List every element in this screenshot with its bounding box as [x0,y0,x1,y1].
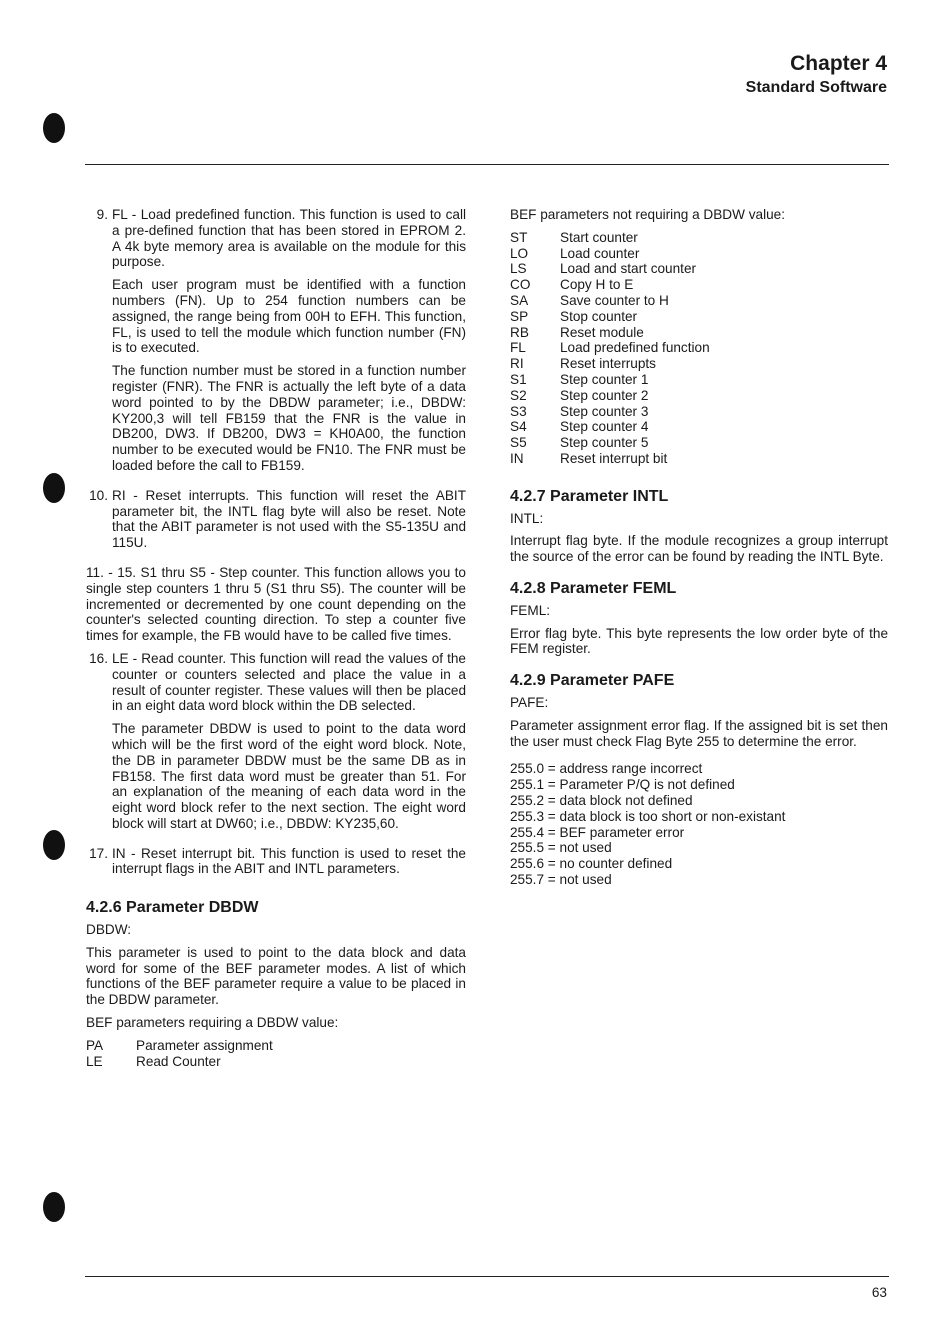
paragraph: Interrupt flag byte. If the module recognizes a group interrupt the source of the error can be found by reading the INTL Byte. [510,533,888,565]
code-cell: RI [510,356,524,372]
code-cell: S3 [510,403,527,419]
list-item: 255.6 = no counter defined [510,856,673,872]
code-cell: S2 [510,387,527,403]
header-rule [85,164,889,165]
code-cell: ST [510,229,528,245]
item-number: 11. - 15. [86,564,137,580]
description-cell: Save counter to H [560,292,669,308]
code-cell: S1 [510,371,527,387]
description-cell: Step counter 5 [560,435,649,451]
left-column [86,207,466,1075]
code-cell: SP [510,308,529,324]
description-cell: Step counter 2 [560,387,649,403]
parameter-label: INTL: [510,510,544,526]
item-body [108,488,466,558]
list-item: 255.1 = Parameter P/Q is not defined [510,777,735,793]
table-row [510,372,710,388]
table-row [510,246,710,262]
table-row [510,293,710,309]
parameter-label: FEML: [510,602,551,618]
list-item: 255.2 = data block not defined [510,792,693,808]
page-number: 63 [871,1285,887,1300]
item-text: S1 thru S5 - Step counter. This function allows you to single step counters 1 thru 5 (S1 thru S5). The counter will be incremented or decremented by one count depending on the counter's selected counting direction. To step a counter five times for example, the FB would have to be called five times. [86,564,466,644]
paragraph: RI - Reset interrupts. This function will reset the ABIT parameter bit, the INTL flag byte will also be reset. Note that the ABIT parameter is not used with the S5-135U and 115U. [112,487,466,551]
description-cell: Reset module [560,324,644,340]
table-row [510,340,710,356]
table-row [510,388,710,404]
chapter-title: Chapter 4 [790,52,887,75]
paragraph: The parameter DBDW is used to point to the data word which will be the first word of the eight word block. Note, the DB in parameter DBDW must be the same DB as in FB158. The first data word must be greater than 51. For an explanation of the meaning of each data word in the eight word block refer to the next section. The eight word block will start at DW60; i.e., DBDW: KY235,60. [112,721,466,831]
code-cell: S4 [510,419,527,435]
bef-code-table [510,230,710,467]
code-cell: IN [510,450,524,466]
right-column [510,207,888,888]
dbdw-code-table [86,1038,273,1070]
table-row [86,1038,273,1054]
section-heading-intl: 4.2.7 Parameter INTL [510,487,669,505]
description-cell: Start counter [560,229,638,245]
description-cell: Load counter [560,245,640,261]
description-cell: Load predefined function [560,340,710,356]
description-cell: Step counter 3 [560,403,649,419]
binder-hole [43,473,65,503]
chapter-subtitle: Standard Software [745,79,887,96]
table-row [510,325,710,341]
item-number: 10. [89,487,108,503]
binder-hole [43,113,65,143]
list-item: 255.0 = address range incorrect [510,761,703,777]
paragraph [86,565,466,644]
list-item-16 [86,651,466,839]
list-item: 255.3 = data block is too short or non-existant [510,808,786,824]
description-cell: Stop counter [560,308,638,324]
list-item-10 [86,488,466,558]
section-heading-dbdw: 4.2.6 Parameter DBDW [86,899,259,917]
description-cell: Reset interrupts [560,356,656,372]
paragraph: Error flag byte. This byte represents the low order byte of the FEM register. [510,625,888,657]
paragraph: The function number must be stored in a function number register (FNR). The FNR is actually the left byte of a data word pointed to by the DBDW parameter; i.e., DBDW: KY200,3 will tell FB159 that the FNR is the value in DB200, DW3. If DB200, DW3 = KH0A00, the function number to be executed would be FN10. The FNR must be loaded before the call to FB159. [112,363,466,473]
paragraph: FL - Load predefined function. This function is used to call a pre-defined function that has been stored in EPROM 2. A 4k byte memory area is available on the module for this purpose. [112,207,466,270]
code-cell: SA [510,292,529,308]
table-row [510,404,710,420]
item-body [108,651,466,839]
footer-rule [85,1276,889,1277]
list-item: 255.5 = not used [510,840,612,856]
item-number: 16. [89,650,108,666]
code-cell: FL [510,340,526,356]
table-row [510,309,710,325]
description-cell: Reset interrupt bit [560,450,668,466]
binder-hole [43,1192,65,1222]
table-row [510,451,710,467]
description-cell: Read Counter [136,1053,221,1069]
code-cell: PA [86,1037,104,1053]
table-row [510,435,710,451]
section-heading-pafe: 4.2.9 Parameter PAFE [510,672,675,690]
code-cell: S5 [510,435,527,451]
code-cell: CO [510,277,531,293]
item-number: 9. [96,207,108,222]
table-row [86,1054,273,1070]
table-row [510,261,710,277]
table-row [510,419,710,435]
table-row [510,277,710,293]
list-item-11-15 [86,565,466,644]
code-cell: RB [510,324,529,340]
paragraph: LE - Read counter. This function will read the values of the counter or counters selected and place the value in a result of counter register. These values will then be placed in an eight data word block within the DB selected. [112,650,466,714]
binder-hole [43,830,65,860]
pafe-error-list [510,761,888,887]
list-item: 255.7 = not used [510,871,612,887]
description-cell: Load and start counter [560,261,697,277]
parameter-label: DBDW: [86,922,132,938]
description-cell: Step counter 4 [560,419,649,435]
list-item-9 [86,207,466,481]
description-cell: Parameter assignment [136,1037,273,1053]
description-cell: Copy H to E [560,277,634,293]
paragraph: BEF parameters requiring a DBDW value: [86,1015,339,1031]
paragraph: Each user program must be identified with a function numbers (FN). Up to 254 function numbers can be assigned, the range being from 00H to EFH. This function, FL, is used to tell the module which function number (FN) is to executed. [112,277,466,356]
paragraph: BEF parameters not requiring a DBDW value: [510,207,786,222]
table-row [510,230,710,246]
code-cell: LS [510,261,527,277]
list-item: 255.4 = BEF parameter error [510,824,685,840]
item-body [108,846,466,885]
list-item-17 [86,846,466,885]
paragraph: Parameter assignment error flag. If the assigned bit is set then the user must check Flag Byte 255 to determine the error. [510,717,888,749]
item-body [108,207,466,481]
table-row [510,356,710,372]
paragraph: This parameter is used to point to the data block and data word for some of the BEF parameter modes. A list of which functions of the BEF parameter require a value to be placed in the DBDW parameter. [86,944,466,1008]
parameter-label: PAFE: [510,694,549,710]
section-heading-feml: 4.2.8 Parameter FEML [510,579,677,597]
code-cell: LO [510,245,529,261]
description-cell: Step counter 1 [560,371,649,387]
item-number: 17. [89,845,108,861]
code-cell: LE [86,1053,103,1069]
paragraph: IN - Reset interrupt bit. This function is used to reset the interrupt flags in the ABIT and INTL parameters. [112,845,466,877]
